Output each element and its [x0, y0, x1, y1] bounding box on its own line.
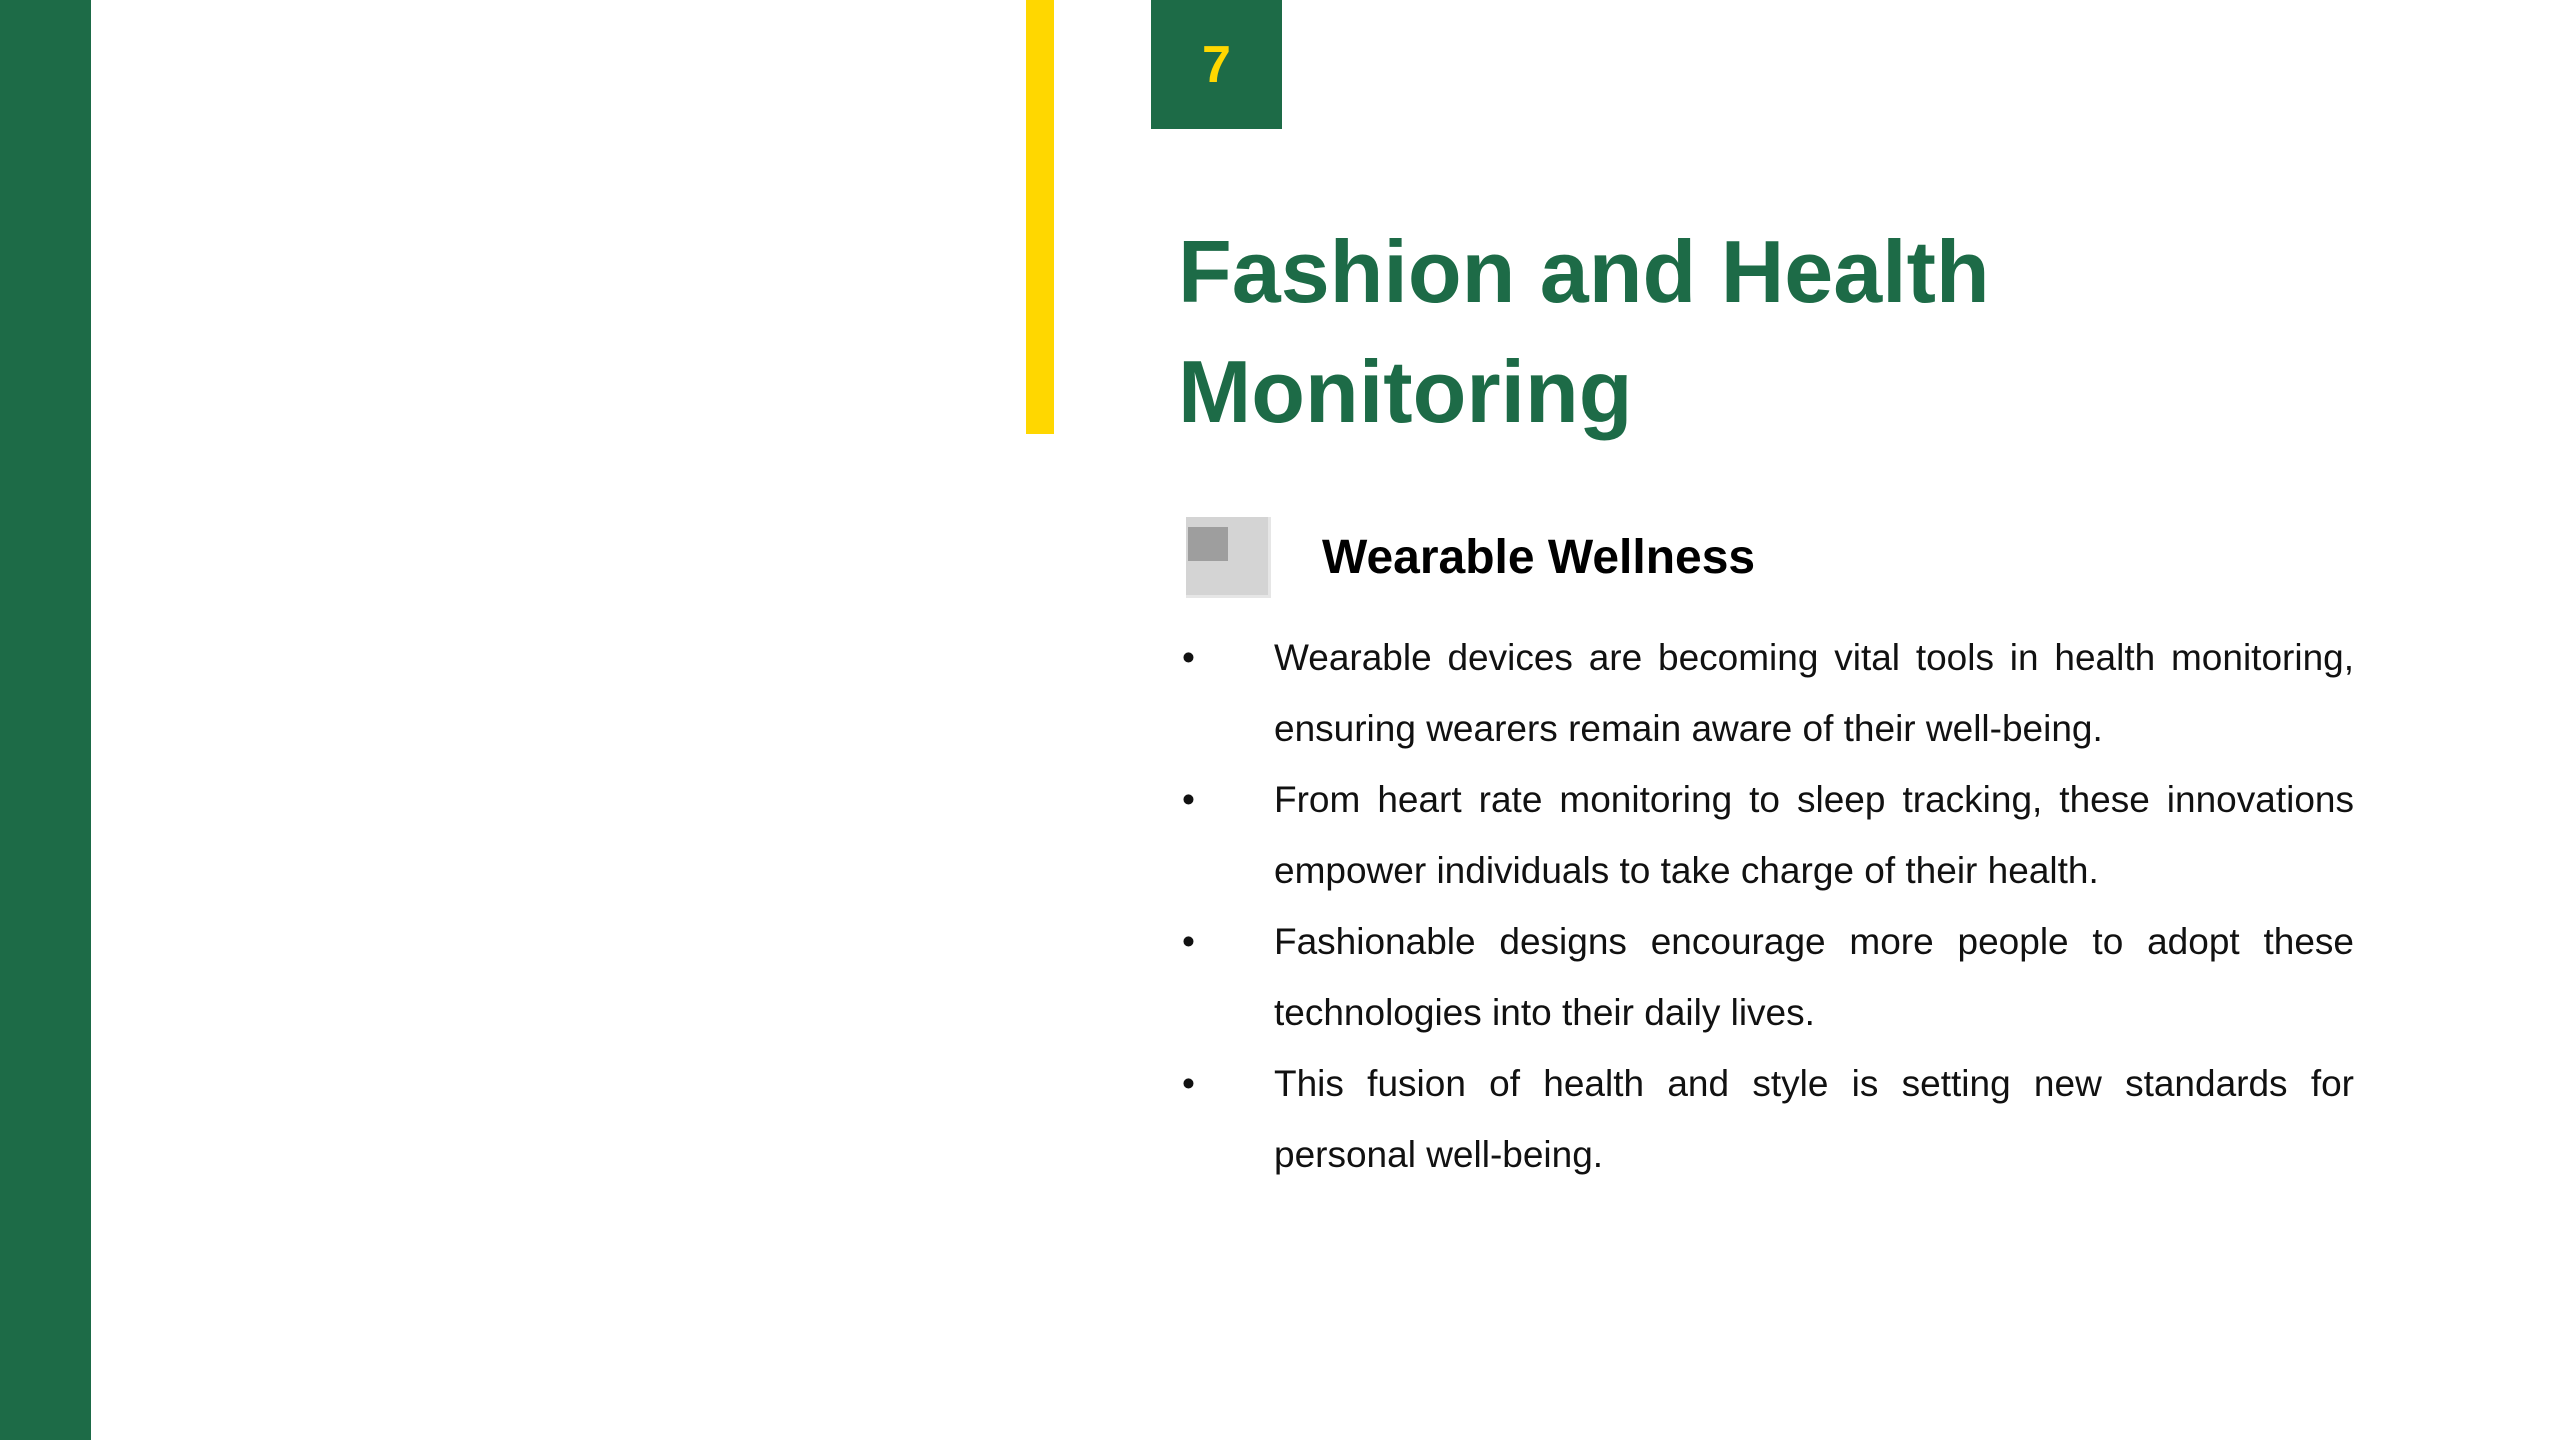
slide-title: Fashion and Health Monitoring — [1178, 222, 1990, 441]
bullet-text: This fusion of health and style is setting new standards for personal well-being. — [1274, 1063, 2354, 1175]
bullet-text: Fashionable designs encourage more people to adopt these technologies into their daily lives. — [1274, 921, 2354, 1033]
list-item — [1178, 622, 2354, 764]
bullet-icon: • — [1182, 637, 1195, 678]
bullet-icon: • — [1182, 1063, 1195, 1104]
list-item — [1178, 906, 2354, 1048]
page-number: 7 — [1202, 35, 1231, 94]
bullet-icon: • — [1182, 779, 1195, 820]
stacked-squares-icon — [1186, 517, 1270, 597]
section-heading: Wearable Wellness — [1322, 530, 1756, 584]
accent-bar — [1026, 0, 1054, 434]
bullet-text: Wearable devices are becoming vital tools in health monitoring, ensuring wearers remain aware of their well-being. — [1274, 637, 2354, 749]
section-header — [1186, 512, 1755, 602]
left-sidebar-bar — [0, 0, 91, 1440]
bullet-list — [1178, 622, 2354, 1190]
list-item — [1178, 764, 2354, 906]
page-number-badge — [1151, 0, 1282, 129]
bullet-icon: • — [1182, 921, 1195, 962]
bullet-text: From heart rate monitoring to sleep tracking, these innovations empower individuals to take charge of their health. — [1274, 779, 2354, 891]
list-item — [1178, 1048, 2354, 1190]
